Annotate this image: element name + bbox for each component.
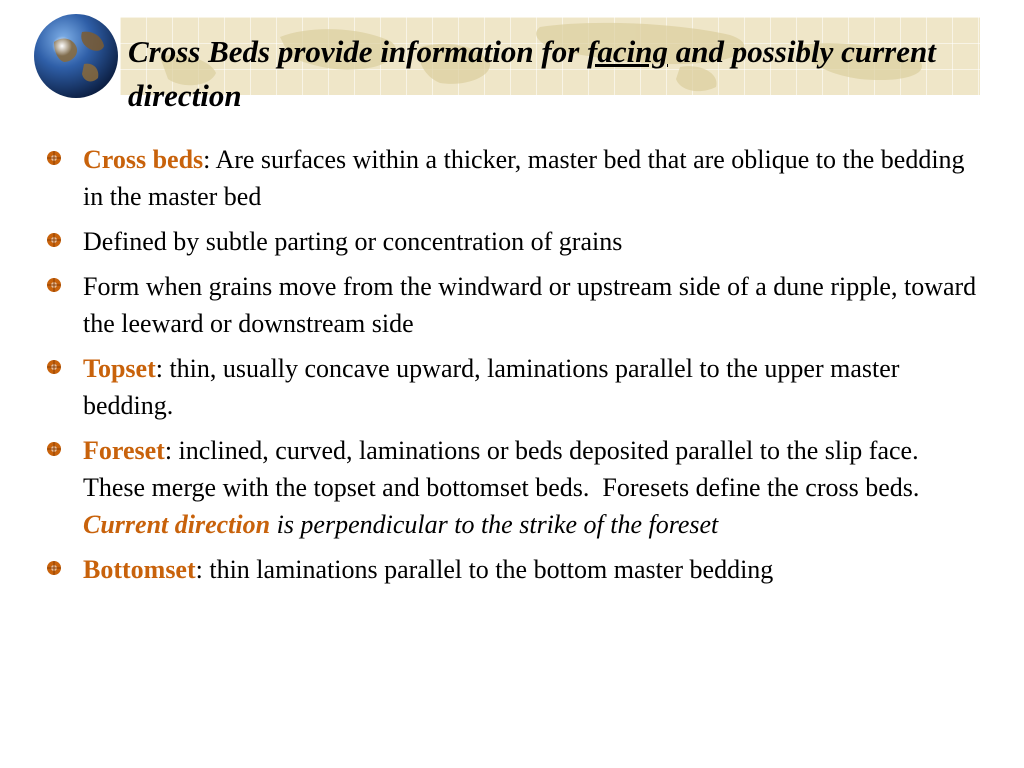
term-topset: Topset [83,354,156,383]
bullet-item-cross-beds [40,141,980,215]
globe-icon [32,12,120,100]
gear-bullet-icon [46,441,62,457]
bullet-item-topset [40,350,980,424]
gear-bullet-icon [46,359,62,375]
slide-title [128,30,988,118]
bullet-text: Defined by subtle parting or concentration of grains [83,227,623,256]
italic-tail: is perpendicular to the strike of the foreset [270,510,719,539]
term-bottomset: Bottomset [83,555,196,584]
gear-bullet-icon [46,560,62,576]
bullet-item-bottomset [40,551,980,588]
bullet-text: Form when grains move from the windward or upstream side of a dune ripple, toward the leeward or downstream side [83,272,977,338]
bullet-text: : Are surfaces within a thicker, master bed that are oblique to the bedding in the master bed [83,145,965,211]
bullet-text: : thin, usually concave upward, laminations parallel to the upper master bedding. [83,354,900,420]
bullet-item-subtle-parting [40,223,980,260]
gear-bullet-icon [46,232,62,248]
gear-bullet-icon [46,277,62,293]
term-foreset: Foreset [83,436,165,465]
bullet-text: : inclined, curved, laminations or beds deposited parallel to the slip face. These merge with the topset and bottomset beds. Foresets define the cross beds. [83,436,933,502]
emphasis-current-direction: Current direction [83,510,271,539]
bullet-item-formation [40,268,980,342]
bullet-item-foreset [40,432,980,543]
title-part-2: and possibly current direction [128,34,936,113]
bullet-text: : thin laminations parallel to the bottom master bedding [195,555,774,584]
bullet-list [40,141,980,596]
term-cross-beds: Cross beds [83,145,204,174]
gear-bullet-icon [46,150,62,166]
title-part-1: Cross Beds provide information for [128,34,588,69]
title-underlined-word: facing [587,34,668,69]
